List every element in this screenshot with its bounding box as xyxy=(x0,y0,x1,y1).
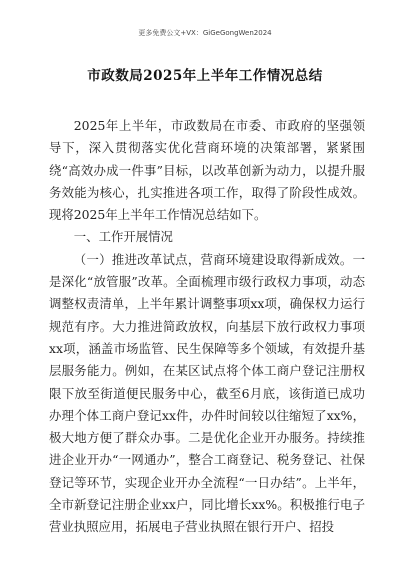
section-heading: 一、工作开展情况 xyxy=(73,229,173,245)
document-body xyxy=(49,115,365,539)
document-title: 市政数局2025年上半年工作情况总结 xyxy=(87,68,323,84)
intro-paragraph: 2025年上半年，市政数局在市委、市政府的坚强领导下，深入贯彻落实优化营商环境的决策部署，紧紧围绕“高效办成一件事”目标，以改革创新为动力，以提升服务效能为核心，扎实推进各项工作，取得了阶段性成效。现将2025年上半年工作情况总结如下。 xyxy=(49,118,365,223)
body-paragraph: （一）推进改革试点，营商环境建设取得新成效。一是深化“放管服”改革。全面梳理市级行政权力事项，动态调整权责清单，上半年累计调整事项xx项，确保权力运行规范有序。大力推进简政放权，向基层下放行政权力事项xx项，涵盖市场监管、民生保障等多个领域，有效提升基层服务能力。例如，在某区试点将个体工商户登记注册权限下放至街道便民服务中心，截至6月底，该街道已成功办理个体工商户登记xx件，办件时间较以往缩短了xx%，极大地方便了群众办事。二是优化企业开办服务。持续推进企业开办“一网通办”，整合工商登记、税务登记、社保登记等环节，实现企业开办全流程“一日办结”。上半年，全市新登记注册企业xx户，同比增长xx%。积极推行电子营业执照应用，拓展电子营业执照在银行开户、招投 xyxy=(49,251,365,535)
header-note: 更多免费公文+VX：GiGeGongWen2024 xyxy=(138,29,272,37)
